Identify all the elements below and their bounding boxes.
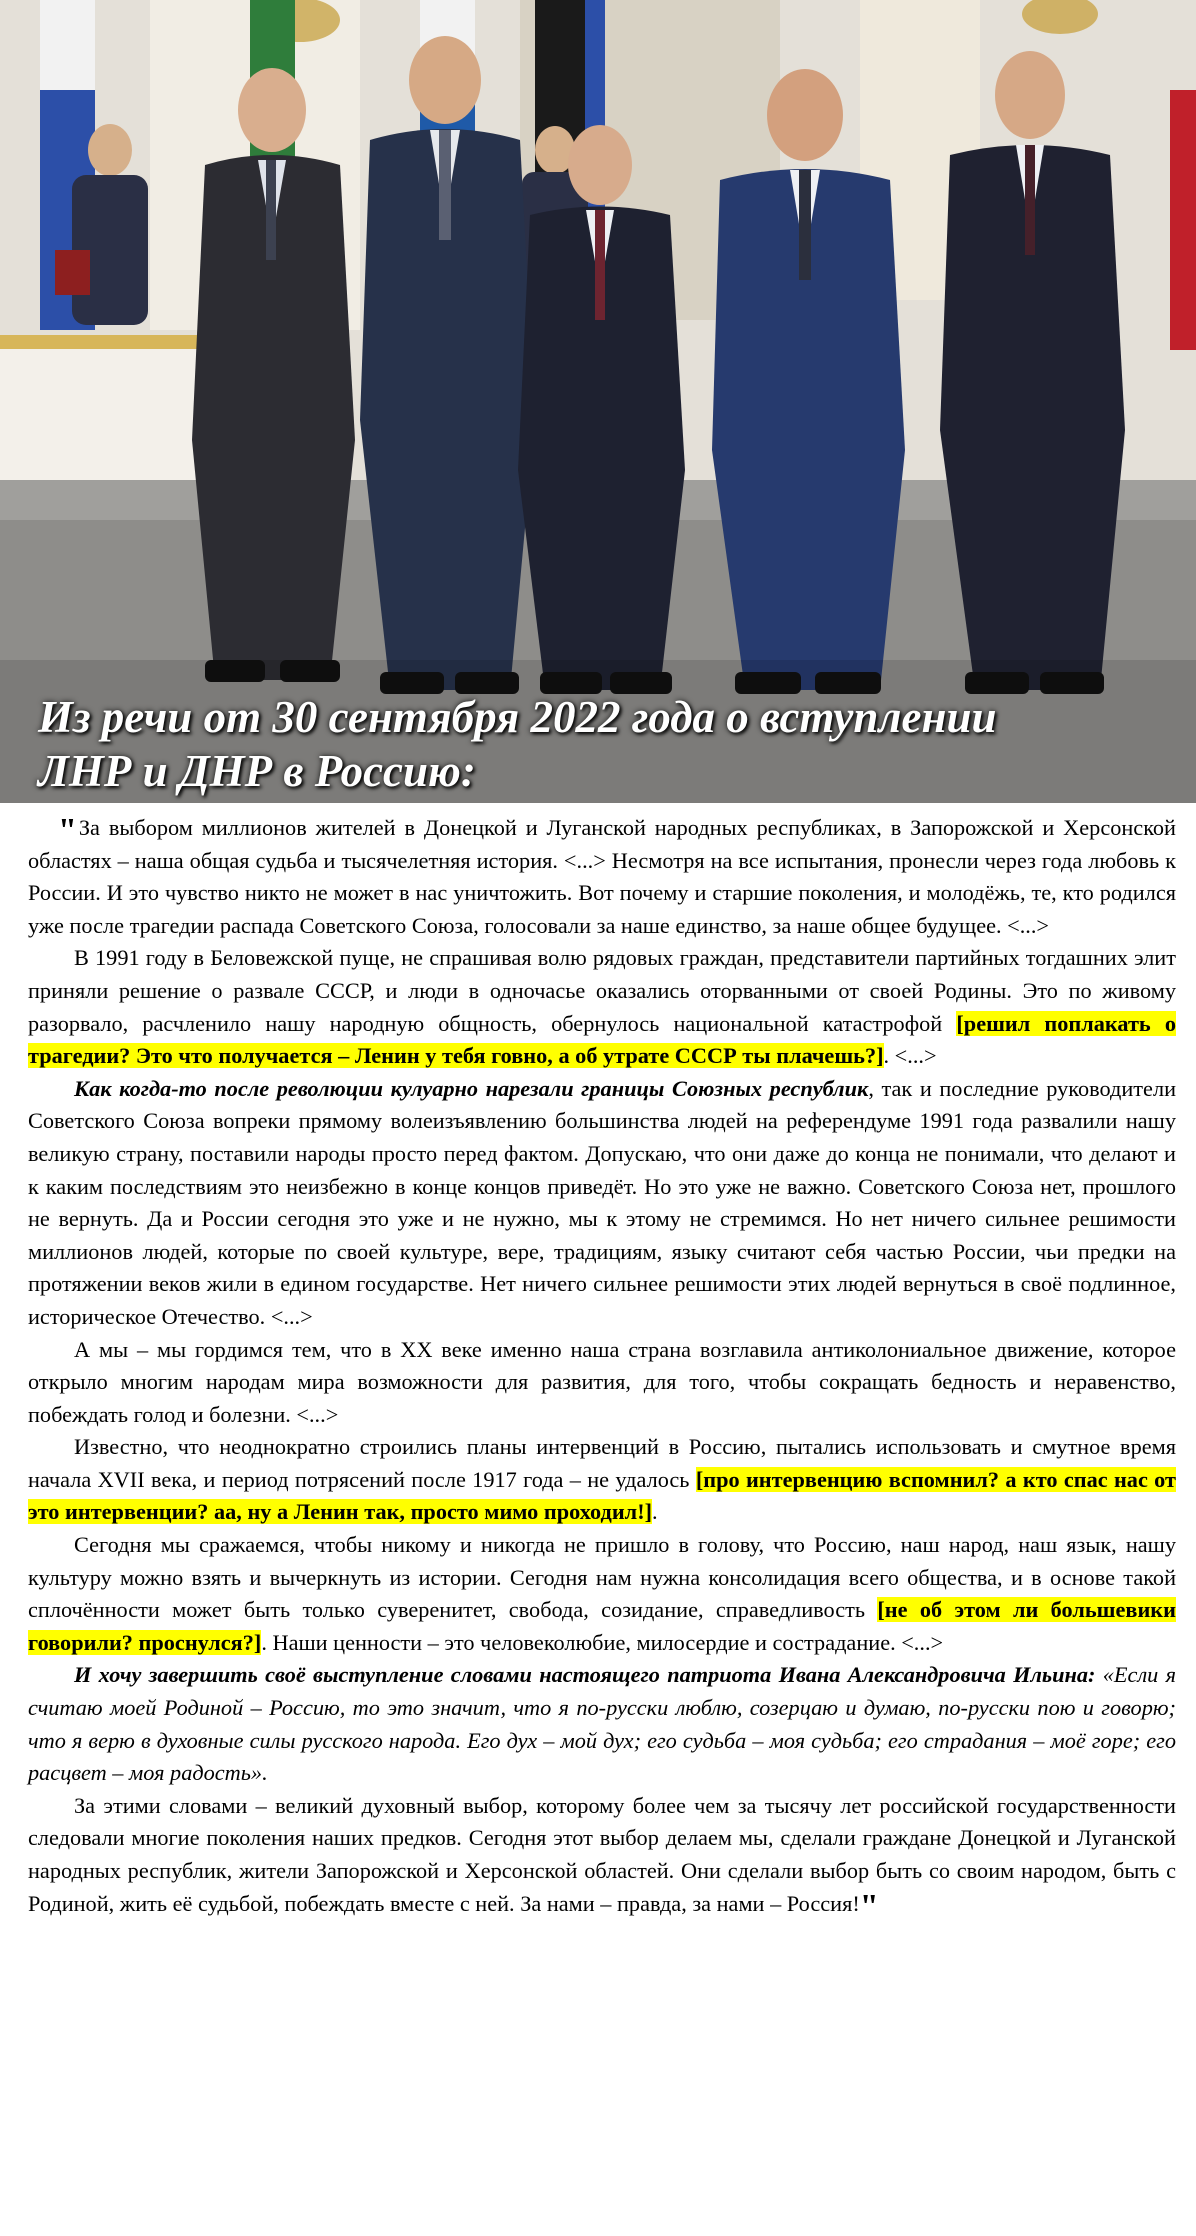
paragraph-7 [28,1659,1176,1789]
paragraph-4 [28,1334,1176,1432]
highlighted-comment-1: [решил поплакать о трагедии? Это что получается – Ленин у тебя говно, а об утрате СССР ты плачешь?] [28,1010,1177,1069]
header-photo [0,0,1196,803]
ilyin-quote: «Если я считаю моей Родиной – Россию, то это значит, что я по-русски люблю, созерцаю и думаю, по-русски пою и говорю; что я верю в духовные силы русского народа. Его дух – мой дух; его судьба – моя судьба; его страдания – моё горе; его расцвет – моя радость». [28,1662,1176,1786]
paragraph-8 [28,1790,1176,1925]
paragraph-3-text: , так и последние руководители Советского Союза вопреки прямому волеизъявлению большинства людей на референдуме 1991 года развалили нашу великую страну, поставили народы просто перед фактом. Допускаю, что они даже до конца не понимали, что делают и к каким последствиям это неизбежно в конце концов приведёт. Но это уже не важно. Советского Союза нет, прошлого не вернуть. Да и России сегодня это уже и не нужно, мы к этому не стремимся. Но нет ничего сильнее решимости миллионов людей, которые по своей культуре, вере, традициям, языку считают себя частью России, чьи предки на протяжении веков жили в едином государстве. Нет ничего сильнее решимости этих людей вернуться в своё подлинное, историческое Отечество. <...> [28,1075,1177,1329]
paragraph-5-end: . [652,1499,658,1525]
paragraph-4-text: А мы – мы гордимся тем, что в XX веке именно наша страна возглавила антиколониальное движение, которое открыло многим народам мира возможности для развития, для того, чтобы сокращать бедность и неравенство, побеждать голод и болезни. <...> [28,1336,1176,1427]
open-quote-mark: " [58,812,77,849]
speech-text [28,812,1177,1925]
paragraph-6-text: Сегодня мы сражаемся, чтобы никому и никогда не пришло в голову, что Россию, наш народ, наш язык, нашу культуру можно взять и вычеркнуть из истории. Сегодня нам нужна консолидация всего общества, и в основе такой сплочённости может быть только суверенитет, свобода, созидание, справедливость [28,1532,1176,1623]
caption-line-2: ЛНР и ДНР в Россию: [38,746,476,796]
paragraph-5 [28,1431,1176,1529]
highlighted-comment-3: [не об этом ли большевики говорили? проснулся?] [28,1597,1176,1655]
paragraph-5-text: Известно, что неоднократно строились планы интервенций в Россию, пытались использовать и смутное время начала XVII века, и период потрясений после 1917 года – не удалось [28,1434,1176,1492]
paragraph-2-end: . <...> [883,1043,937,1069]
paragraph-1 [28,812,1176,942]
close-quote-mark: " [859,1887,879,1925]
bold-italic-phrase-1: Как когда-то после революции кулуарно нарезали границы Союзных республик [74,1075,869,1101]
paragraph-6-end: . Наши ценности – это человеколюбие, милосердие и сострадание. <...> [261,1629,944,1655]
bold-italic-phrase-2: И хочу завершить своё выступление словами настоящего патриота Ивана Александровича Ильина: [74,1662,1096,1688]
highlighted-comment-2: [про интервенцию вспомнил? а кто спас нас от это интервенции? аа, ну а Ленин так, просто мимо проходил!] [28,1466,1176,1525]
paragraph-2-text: В 1991 году в Беловежской пуще, не спрашивая волю рядовых граждан, представители партийных тогдашних элит приняли решение о развале СССР, и люди в одночасье оказались оторванными от своей Родины. Это по живому разорвало, расчленило нашу народную общность, обернулось национальной катастрофой [28,945,1176,1036]
paragraph-2 [28,942,1176,1072]
photo-caption [38,690,1178,798]
caption-line-1: Из речи от 30 сентября 2022 года о вступлении [38,692,997,742]
paragraph-6 [28,1529,1176,1659]
paragraph-8-text: За этими словами – великий духовный выбор, которому более чем за тысячу лет российской государственности следовали многие поколения наших предков. Сегодня этот выбор делаем мы, сделали граждане Донецкой и Луганской народных республик, жители Запорожской и Херсонской областей. Они сделали выбор быть со своим народом, быть с Родиной, жить её судьбой, побеждать вместе с ней. За нами – правда, за нами – Россия! [28,1792,1176,1916]
paragraph-3 [28,1073,1176,1334]
paragraph-1-text: За выбором миллионов жителей в Донецкой и Луганской народных республиках, в Запорожской и Херсонской областях – наша общая судьба и тысячелетняя история. <...> Несмотря на все испытания, пронесли через года любовь к России. И это чувство никто не может в нас уничтожить. Вот почему и старшие поколения, и молодёжь, те, кто родился уже после трагедии распада Советского Союза, голосовали за наше единство, за наше общее будущее. <...> [28,815,1176,938]
ceremony-photo-illustration [0,0,1196,803]
